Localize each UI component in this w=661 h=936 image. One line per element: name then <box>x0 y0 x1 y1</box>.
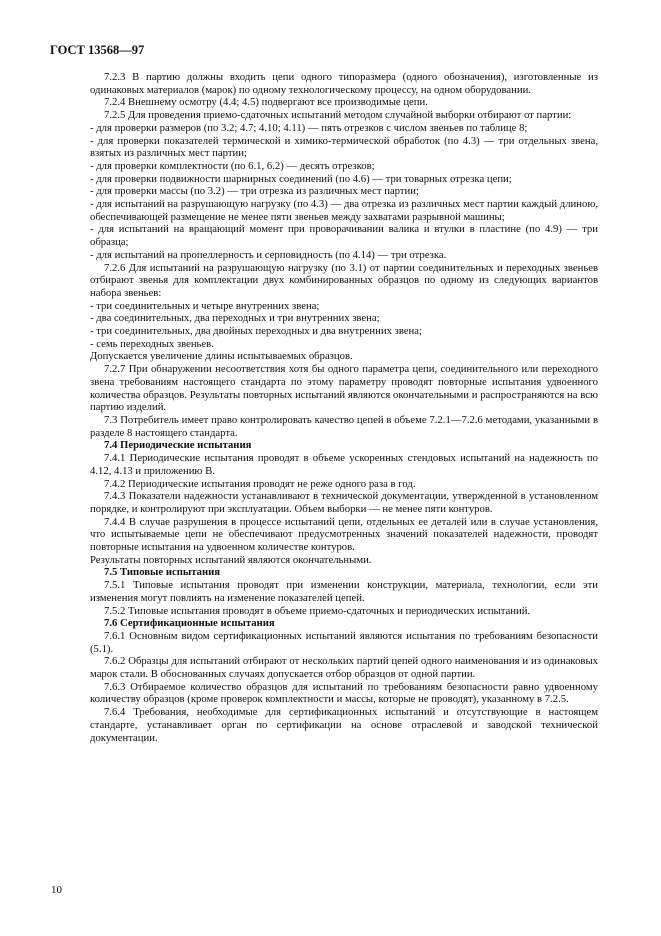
list-item: - для испытаний на вращающий момент при проворачивании валика и втулки в пластине (по 4.9) — три образца; <box>90 223 598 249</box>
list-item: Результаты повторных испытаний являются окончательными. <box>90 553 372 566</box>
paragraph: 7.6.3 Отбираемое количество образцов для испытаний по требованиям безопасности равно удвоенному количеству образцов (кроме проверок комплектности и массы, которые не проводят), указанному в 7.2.5. <box>90 680 598 706</box>
list-item: - три соединительных и четыре внутренних звена; <box>90 299 320 312</box>
list-item: - для проверки подвижности шарнирных соединений (по 4.6) — три товарных отрезка цепи; <box>90 172 512 185</box>
paragraph: 7.4.1 Периодические испытания проводят в объеме ускоренных стендовых испытаний на надежность по 4.12, 4.13 и приложению В. <box>90 452 598 477</box>
section-heading: 7.5 Типовые испытания <box>104 566 221 579</box>
paragraph: 7.2.7 При обнаружении несоответствия хотя бы одного параметра цепи, соединительного или переходного звена требованиям настоящего стандарта по этому параметру проводят повторные испытания удвоенного количества образцов. Результаты повторных испытаний являются окончательными и распространяются на всю партию изделий. <box>90 363 598 414</box>
paragraph: 7.4.4 В случае разрушения в процессе испытаний цепи, отдельных ее деталей или в случае установления, что испытываемые цепи не обеспечивают предусмотренных значений показателей надежности, проводят повторные испытания на удвоенном количестве контуров. <box>90 515 598 554</box>
paragraph: 7.2.3 В партию должны входить цепи одного типоразмера (одного обозначения), изготовленные из одинаковых материалов (марок) по одному технологическому процессу, на одном оборудовании. <box>90 71 598 96</box>
list-item: - для проверки показателей термической и химико-термической обработок (по 4.3) — три отдельных звена, взятых из различных мест партии; <box>90 134 598 160</box>
section-heading: 7.6 Сертификационные испытания <box>104 617 275 630</box>
paragraph: 7.6.2 Образцы для испытаний отбирают от нескольких партий цепей одного наименования и из одинаковых марок стали. В обоснованных случаях допускается отбор образцов от одной партии. <box>90 655 598 681</box>
list-item: - три соединительных, два двойных переходных и два внутренних звена; <box>90 325 422 338</box>
section-heading: 7.4 Периодические испытания <box>104 439 252 452</box>
paragraph: 7.2.6 Для испытаний на разрушающую нагрузку (по 3.1) от партии соединительных и переходных звеньев отбирают звенья для комплектации двух комбинированных образцов по одному из следующих вариантов набора звеньев: <box>90 261 598 299</box>
paragraph: 7.6.1 Основным видом сертификационных испытаний являются испытания по требованиям безопасности (5.1). <box>90 629 598 655</box>
paragraph: 7.2.5 Для проведения приемо-сдаточных испытаний методом случайной выборки отбирают от партии: <box>104 109 572 122</box>
paragraph: 7.6.4 Требования, необходимые для сертификационных испытаний и отсутствующие в настоящем стандарте, устанавливает орган по сертификации на основе отраслевой и заводской технической документации. <box>90 706 598 744</box>
list-item: - для проверки размеров (по 3.2; 4.7; 4.10; 4.11) — пять отрезков с числом звеньев по таблице 8; <box>90 121 528 134</box>
list-item: - два соединительных, два переходных и три внутренних звена; <box>90 312 380 325</box>
list-item: Допускается увеличение длины испытываемых образцов. <box>90 350 353 363</box>
list-item: - для испытаний на разрушающую нагрузку (по 4.3) — два отрезка из различных мест партии каждый длиною, обеспечивающей размещение не менее пяти звеньев между захватами разрывной машины; <box>90 198 598 223</box>
paragraph: 7.2.4 Внешнему осмотру (4.4; 4.5) подвергают все производимые цепи. <box>104 96 428 109</box>
list-item: - для проверки комплектности (по 6.1, 6.2) — десять отрезков; <box>90 159 375 172</box>
list-item: - семь переходных звеньев. <box>90 337 214 350</box>
paragraph: 7.4.3 Показатели надежности устанавливают в технической документации, утвержденной в установленном порядке, и контролируют при эксплуатации. Объем выборки — не менее пяти контуров. <box>90 490 598 515</box>
paragraph: 7.4.2 Периодические испытания проводят не реже одного раза в год. <box>104 477 416 490</box>
list-item: - для испытаний на пропеллерность и серповидность (по 4.14) — три отрезка. <box>90 248 447 261</box>
list-item: - для проверки массы (по 3.2) — три отрезка из различных мест партии; <box>90 185 419 198</box>
page-number: 10 <box>51 884 62 896</box>
document-body <box>90 71 598 744</box>
paragraph: 7.5.1 Типовые испытания проводят при изменении конструкции, материала, технологии, если эти изменения могут повлиять на изменение показателей цепей. <box>90 579 598 604</box>
standard-header: ГОСТ 13568—97 <box>50 43 145 57</box>
paragraph: 7.3 Потребитель имеет право контролировать качество цепей в объеме 7.2.1—7.2.6 методами, указанными в разделе 8 настоящего стандарта. <box>90 413 598 439</box>
paragraph: 7.5.2 Типовые испытания проводят в объеме приемо-сдаточных и периодических испытаний. <box>104 604 531 617</box>
